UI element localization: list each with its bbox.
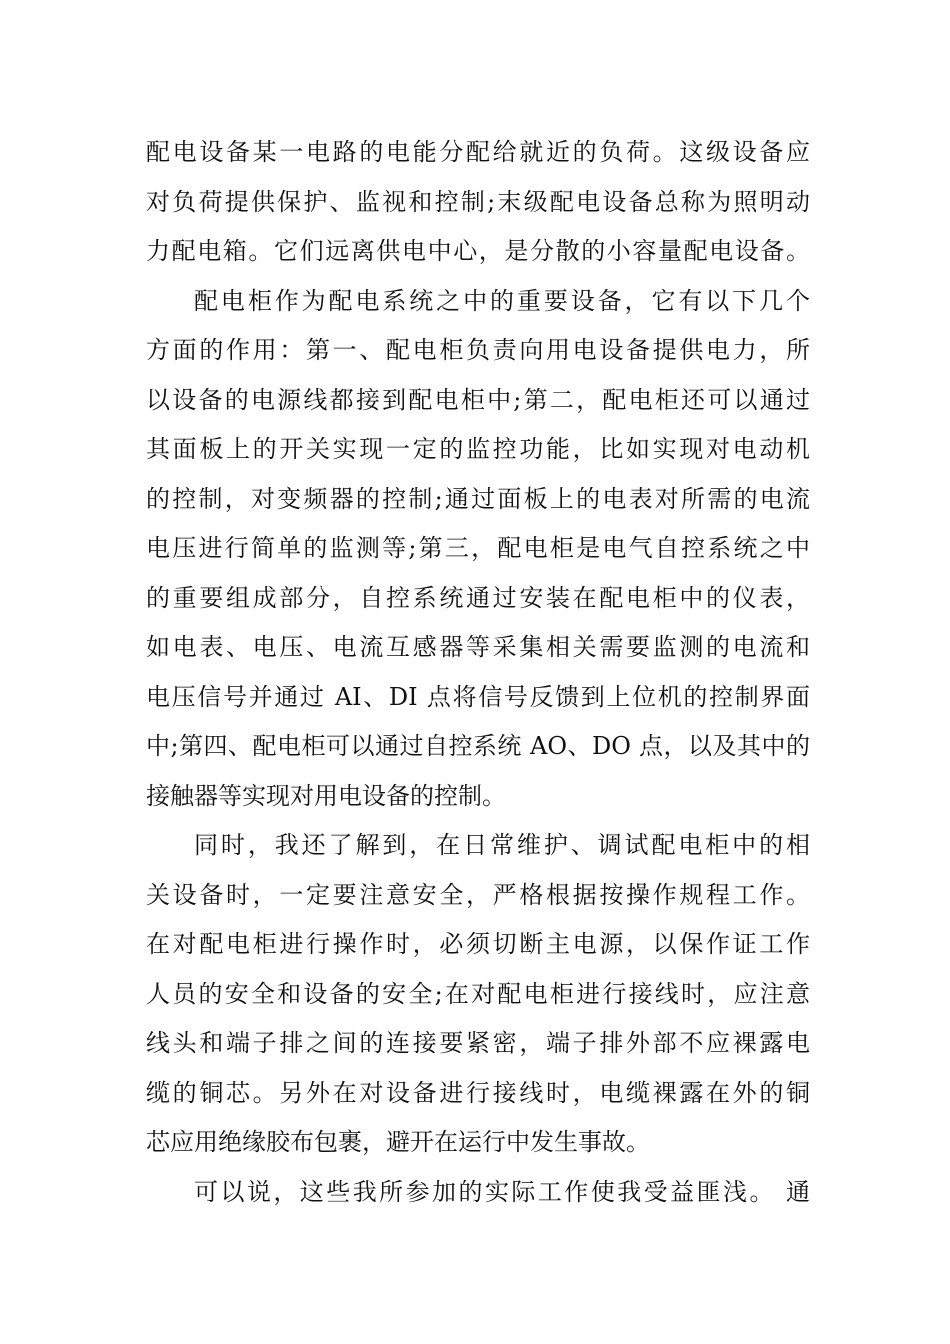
text-line: 人员的安全和设备的安全;在对配电柜进行接线时，应注意 bbox=[146, 979, 810, 1008]
text-line: 配电柜作为配电系统之中的重要设备，它有以下几个 bbox=[194, 286, 810, 315]
text-line: 可以说，这些我所参加的实际工作使我受益匪浅。 通 bbox=[194, 1177, 810, 1206]
text-line: 电压信号并通过 AI、DI 点将信号反馈到上位机的控制界面 bbox=[146, 682, 810, 711]
text-line: 中;第四、配电柜可以通过自控系统 AO、DO 点，以及其中的 bbox=[146, 732, 810, 760]
text-line: 的重要组成部分，自控系统通过安装在配电柜中的仪表， bbox=[146, 583, 810, 612]
text-line: 电压进行简单的监测等;第三，配电柜是电气自控系统之中 bbox=[146, 534, 810, 562]
text-line: 缆的铜芯。另外在对设备进行接线时，电缆裸露在外的铜 bbox=[146, 1078, 810, 1107]
text-line: 的控制，对变频器的控制;通过面板上的电表对所需的电流 bbox=[146, 484, 810, 513]
text-line: 关设备时，一定要注意安全，严格根据按操作规程工作。 bbox=[146, 880, 810, 909]
text-line: 方面的作用：第一、配电柜负责向用电设备提供电力，所 bbox=[146, 336, 810, 364]
text-line: 对负荷提供保护、监视和控制;末级配电设备总称为照明动 bbox=[146, 187, 810, 216]
text-line: 在对配电柜进行操作时，必须切断主电源，以保作证工作 bbox=[146, 930, 810, 958]
body-text bbox=[146, 128, 810, 1217]
text-line: 其面板上的开关实现一定的监控功能，比如实现对电动机 bbox=[146, 435, 810, 463]
text-line: 接触器等实现对用电设备的控制。 bbox=[146, 781, 506, 810]
text-line: 线头和端子排之间的连接要紧密，端子排外部不应裸露电 bbox=[146, 1029, 810, 1057]
text-line: 配电设备某一电路的电能分配给就近的负荷。这级设备应 bbox=[146, 138, 810, 166]
text-line: 同时，我还了解到，在日常维护、调试配电柜中的相 bbox=[194, 831, 810, 859]
text-line: 力配电箱。它们远离供电中心，是分散的小容量配电设备。 bbox=[146, 237, 810, 265]
text-line: 以设备的电源线都接到配电柜中;第二，配电柜还可以通过 bbox=[146, 385, 810, 414]
text-line: 芯应用绝缘胶布包裹，避开在运行中发生事故。 bbox=[146, 1128, 650, 1156]
text-line: 如电表、电压、电流互感器等采集相关需要监测的电流和 bbox=[146, 633, 810, 661]
